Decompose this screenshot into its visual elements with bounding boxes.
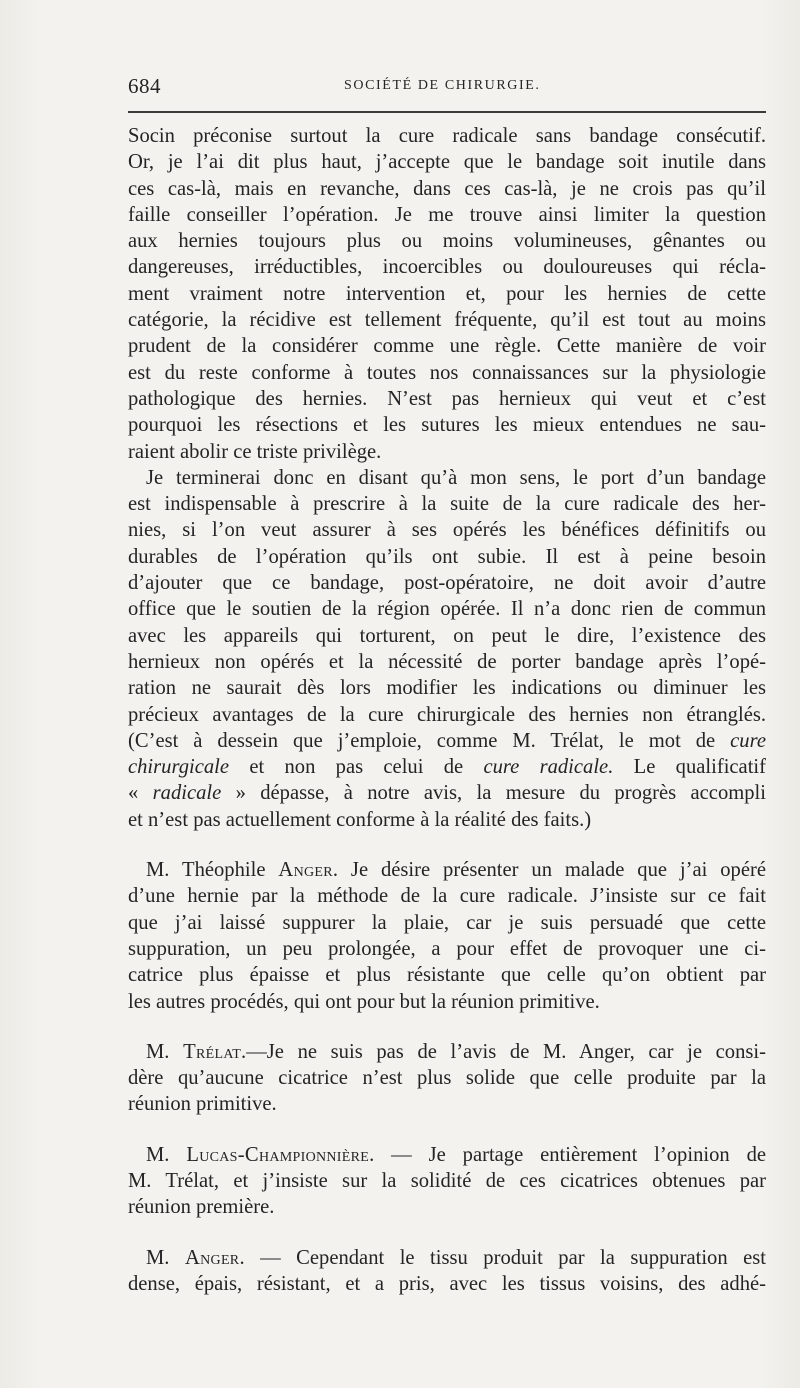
text-line	[128, 780, 766, 806]
paragraph-gap	[128, 1118, 766, 1142]
paragraph-gap	[128, 833, 766, 857]
text-line: suppuration, un peu prolongée, a pour effet de provoquer une ci-	[128, 937, 766, 960]
italic-term: chirurgicale	[128, 756, 230, 779]
italic-term: radicale	[152, 782, 222, 805]
text-line: ment vraiment notre intervention et, pour les hernies de cette	[128, 282, 766, 305]
text-line: prudent de la considérer comme une règle. Cette manière de voir	[128, 335, 766, 358]
text-line: ces cas-là, mais en revanche, dans ces cas-là, je ne crois pas qu’il	[128, 177, 766, 200]
text-run: (C’est à dessein que j’emploie, comme M. Trélat, le mot de	[128, 729, 731, 752]
text-line: dangereuses, irréductibles, incoercibles ou douloureuses qui récla-	[128, 256, 766, 279]
speaker-prefix: M.	[146, 1143, 187, 1166]
text-run: Le qualificatif	[613, 756, 766, 779]
page-number: 684	[128, 74, 161, 98]
text-line: office que le soutien de la région opérée. Il n’a donc rien de commun	[128, 598, 766, 621]
speaker-prefix: M.	[146, 1040, 184, 1063]
text-line: Je terminerai donc en disant qu’à mon sens, le port d’un bandage	[146, 466, 766, 489]
text-line	[128, 728, 766, 754]
speaker-name: Anger	[278, 859, 333, 882]
text-run: . — Cependant le tissu produit par la suppuration est	[239, 1246, 766, 1269]
paragraph-anger-2	[128, 1245, 766, 1298]
text-line: hernieux non opérés et la nécessité de porter bandage après l’opé-	[128, 650, 766, 673]
text-line: réunion primitive.	[128, 1093, 277, 1116]
running-title: SOCIÉTÉ DE CHIRURGIE.	[344, 78, 541, 93]
text-line: dense, épais, résistant, et a pris, avec les tissus voisins, des adhé-	[128, 1272, 766, 1295]
text-line: réunion première.	[128, 1196, 275, 1219]
text-line: aux hernies toujours plus ou moins volumineuses, gênantes ou	[128, 230, 766, 253]
speaker-name: Lucas-Championnière	[186, 1143, 370, 1166]
text-line: pourquoi les résections et les sutures les mieux entendues ne sau-	[128, 414, 766, 437]
paragraph-gap	[128, 1221, 766, 1245]
text-run: «	[128, 782, 153, 805]
running-head	[128, 74, 764, 100]
text-run: et non pas celui de	[229, 756, 484, 779]
text-line: est indispensable à prescrire à la suite de la cure radicale des her-	[128, 493, 766, 516]
text-line: précieux avantages de la cure chirurgicale des hernies non étranglés.	[128, 703, 766, 726]
text-line: catrice plus épaisse et plus résistante que celle qu’on obtient par	[128, 964, 766, 987]
text-line: M. Trélat, et j’insiste sur la solidité de ces cicatrices obtenues par	[128, 1169, 766, 1192]
text-line: durables de l’opération qu’ils ont subie. Il est à peine besoin	[128, 545, 766, 568]
text-line	[128, 857, 766, 883]
text-line	[128, 1142, 766, 1168]
text-run: . Je désire présenter un malade que j’ai opéré	[332, 859, 766, 882]
text-line	[128, 1039, 766, 1065]
text-line: est du reste conforme à toutes nos connaissances sur la physiologie	[128, 361, 766, 384]
text-line: d’ajouter que ce bandage, post-opératoire, ne doit avoir d’autre	[128, 572, 766, 595]
text-line: d’une hernie par la méthode de la cure radicale. J’insiste sur ce fait	[128, 885, 766, 908]
text-line: et n’est pas actuellement conforme à la réalité des faits.)	[128, 808, 592, 831]
speaker-prefix: M.	[146, 1246, 185, 1269]
text-line: Or, je l’ai dit plus haut, j’accepte que le bandage soit inutile dans	[128, 151, 766, 174]
text-line: pathologique des hernies. N’est pas hernieux qui veut et c’est	[128, 387, 766, 410]
paragraph-gap	[128, 1015, 766, 1039]
italic-term: cure	[730, 729, 766, 752]
text-line: dère qu’aucune cicatrice n’est plus solide que celle produite par la	[128, 1067, 766, 1090]
paragraph-2	[128, 465, 766, 833]
text-run: .—Je ne suis pas de l’avis de M. Anger, car je consi-	[241, 1040, 766, 1063]
text-line: faille conseiller l’opération. Je me trouve ainsi limiter la question	[128, 203, 766, 226]
text-line: nies, si l’on veut assurer à ses opérés les bénéfices définitifs ou	[128, 519, 766, 542]
text-line: les autres procédés, qui ont pour but la réunion primitive.	[128, 990, 600, 1013]
text-line	[128, 1245, 766, 1271]
text-run: . — Je partage entièrement l’opinion de	[369, 1143, 767, 1166]
paragraph-trelat	[128, 1039, 766, 1118]
text-line: catégorie, la récidive est tellement fréquente, qu’il est tout au moins	[128, 309, 766, 332]
text-line: avec les appareils qui torturent, on peut le dire, l’existence des	[128, 624, 766, 647]
text-run: » dépasse, à notre avis, la mesure du progrès accompli	[221, 782, 766, 805]
text-line	[128, 754, 766, 780]
paragraph-lucas-championniere	[128, 1142, 766, 1221]
italic-term: cure radicale.	[483, 756, 614, 779]
text-line: que j’ai laissé suppurer la plaie, car je suis persuadé que cette	[128, 911, 766, 934]
text-line: Socin préconise surtout la cure radicale sans bandage consécutif.	[128, 125, 766, 147]
paragraph-anger-1	[128, 857, 766, 1015]
speaker-name: Anger	[184, 1246, 240, 1269]
speaker-prefix: M. Théophile	[146, 859, 279, 882]
text-line: ration ne saurait dès lors modifier les indications ou diminuer les	[128, 677, 766, 700]
speaker-name: Trélat	[183, 1040, 242, 1063]
paragraph-1	[128, 123, 766, 465]
header-rule	[128, 111, 766, 113]
body-text	[128, 123, 766, 1297]
text-line: raient abolir ce triste privilège.	[128, 440, 382, 463]
